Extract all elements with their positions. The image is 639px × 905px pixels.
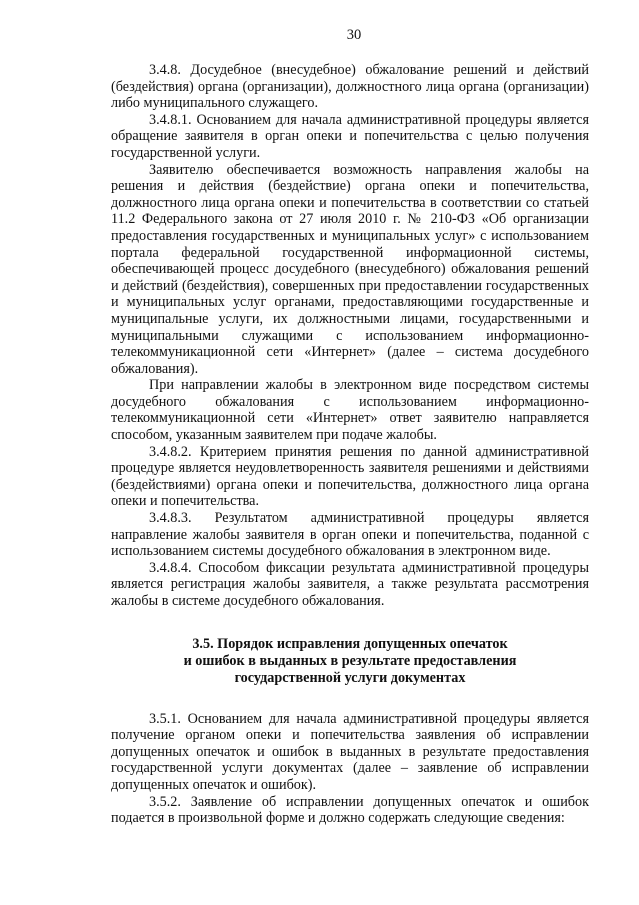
paragraph-3-4-8-1: 3.4.8.1. Основанием для начала административной процедуры является обращение заявителя в орган опеки и попечительства с целью получения государственной услуги. <box>111 111 589 161</box>
page-number: 30 <box>346 27 362 43</box>
paragraph-3-4-8: 3.4.8. Досудебное (внесудебное) обжалование решений и действий (бездействия) органа (организации), должностного лица органа (организации) либо муниципального служащего. <box>111 62 589 112</box>
paragraph-3-5-2: 3.5.2. Заявление об исправлении допущенных опечаток и ошибок подается в произвольной форме и должно содержать следующие сведения: <box>111 793 589 827</box>
section-heading-line: 3.5. Порядок исправления допущенных опечаток <box>192 635 508 652</box>
paragraph-3-5-1: 3.5.1. Основанием для начала административной процедуры является получение органом опеки и попечительства заявления об исправлении допущенных опечаток и ошибок в выданных в результате предоставления государственной услуги документах (далее – заявление об исправлении допущенных опечаток и ошибок). <box>111 710 589 793</box>
paragraph-complaint-possibility: Заявителю обеспечивается возможность направления жалобы на решения и действия (бездействие) органа опеки и попечительства, должностного лица органа опеки и попечительства в соответствии со статьей 11.2 Федерального закона от 27 июля 2010 г. № 210-ФЗ «Об организации предоставления государственных и муниципальных услуг» с использованием портала федеральной государственной информационной системы, обеспечивающей процесс досудебного (внесудебного) обжалования решений и действий (бездействия), совершенных при предоставлении государственных и муниципальных услуг органами, предоставляющими государственные и муниципальные услуги, их должностными лицами, государственными и муниципальными служащими с использованием информационно-телекоммуникационной сети «Интернет» (далее – система досудебного обжалования). <box>111 161 589 377</box>
section-heading-3-5 <box>111 636 589 687</box>
paragraph-electronic-complaint: При направлении жалобы в электронном виде посредством системы досудебного обжалования с использованием информационно-телекоммуникационной сети «Интернет» ответ заявителю направляется способом, указанным заявителем при подаче жалобы. <box>111 377 589 444</box>
paragraph-3-4-8-3: 3.4.8.3. Результатом административной процедуры является направление жалобы заявителя в орган опеки и попечительства, поданной с использованием системы досудебного обжалования в электронном виде. <box>111 510 589 560</box>
section-heading-line: и ошибок в выданных в результате предоставления <box>183 652 517 669</box>
section-heading-line: государственной услуги документах <box>234 669 466 686</box>
paragraph-3-4-8-2: 3.4.8.2. Критерием принятия решения по данной административной процедуре является неудовлетворенность заявителя решениями и действиями (бездействиями) органа опеки и попечительства, должностного лица органа опеки и попечительства. <box>111 443 589 510</box>
paragraph-3-4-8-4: 3.4.8.4. Способом фиксации результата административной процедуры является регистрация жалобы заявителя, а также результата рассмотрения жалобы в системе досудебного обжалования. <box>111 559 589 609</box>
